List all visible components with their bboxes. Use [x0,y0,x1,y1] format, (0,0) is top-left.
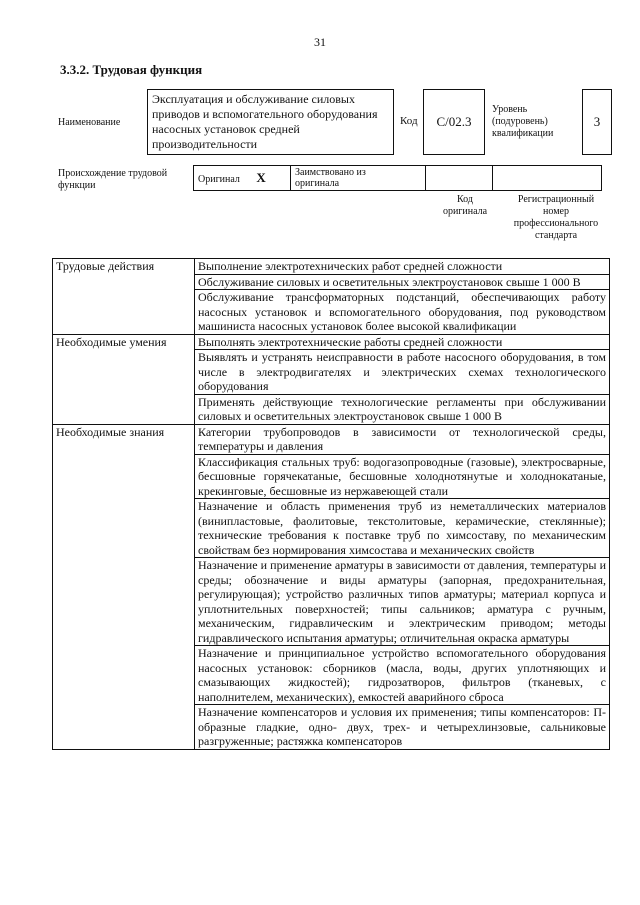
code-original-caption: Код оригинала [442,194,488,217]
table-cell: Применять действующие технологические регламенты при обслуживании силовых и осветительных электроустановок свыше 1 000 В [195,394,610,424]
table-cell: Назначение и область применения труб из неметаллических материалов (винипластовые, фаолитовые, текстолитовые, керамические, стеклянные); технические требования к поставке труб по химсоставу, по механическим свойствам без нормирования химсостава и механических свойств [195,499,610,558]
table-cell: Обслуживание трансформаторных подстанций, обеспечивающих работу насосных установок и вспомогательного оборудования, под руководством машиниста насосных установок более высокой квалификации [195,290,610,335]
table-cell: Выявлять и устранять неисправности в работе насосного оборудования, в том числе в электродвигателях и электрических схемах технологического оборудования [195,350,610,395]
level-label: Уровень (подуровень) квалификации [492,104,554,139]
code-orig-cell [426,166,493,191]
level-value-box: 3 [582,89,612,155]
table-cell: Выполнять электротехнические работы средней сложности [195,334,610,350]
function-name-box: Эксплуатация и обслуживание силовых приводов и вспомогательного оборудования насосных установок средней производительности [147,89,394,155]
page-number: 31 [314,35,326,49]
table-cell: Выполнение электротехнических работ средней сложности [195,259,610,275]
table-cell: Назначение и принципиальное устройство вспомогательного оборудования насосных установок: сборников (масла, воды, других уплотняющих и смазывающих жидкостей); гидрозатворов, фильтров (тканевых, с наполнителем, механических), емкостей аварийного сброса [195,646,610,705]
origin-table [193,165,602,191]
section-title-skills: Необходимые умения [53,334,195,424]
origin-label: Происхождение трудовой функции [58,168,168,191]
table-cell: Категории трубопроводов в зависимости от технологической среды, температуры и давления [195,424,610,454]
table-row [53,334,610,350]
section-title-knowledge: Необходимые знания [53,424,195,749]
function-details-table [52,258,610,750]
borrowed-cell: Заимствовано из оригинала [291,166,426,191]
reg-number-caption: Регистрационный номер профессионального стандарта [513,194,599,241]
original-cell [194,166,291,191]
section-title: 3.3.2. Трудовая функция [60,62,203,77]
code-value-box: C/02.3 [423,89,485,155]
code-label: Код [400,115,418,127]
reg-num-cell [493,166,602,191]
table-row [53,259,610,275]
original-label: Оригинал [198,174,240,185]
table-row [53,424,610,454]
section-title-labor-actions: Трудовые действия [53,259,195,335]
table-cell: Обслуживание силовых и осветительных электроустановок свыше 1 000 В [195,274,610,290]
table-cell: Назначение компенсаторов и условия их применения; типы компенсаторов: П-образные гладкие, одно- двух, трех- и четырехлинзовые, сальниковые разгруженные; растяжка компенсаторов [195,705,610,750]
name-label: Наименование [58,117,121,128]
table-cell: Классификация стальных труб: водогазопроводные (газовые), электросварные, бесшовные горячекатаные, бесшовные холоднотянутые и холоднокатаные, крекинговые, бесшовные из нержавеющей стали [195,454,610,499]
table-cell: Назначение и применение арматуры в зависимости от давления, температуры и среды; обозначение и виды арматуры (запорная, предохранительная, регулирующая); устройство различных типов арматуры; материал корпуса и уплотнительных поверхностей; типы сальников; арматура с ручным, механическим, гидравлическим и электрическим приводом; методы гидравлического испытания арматуры; отличительная окраска арматуры [195,558,610,646]
original-mark: X [256,170,266,185]
